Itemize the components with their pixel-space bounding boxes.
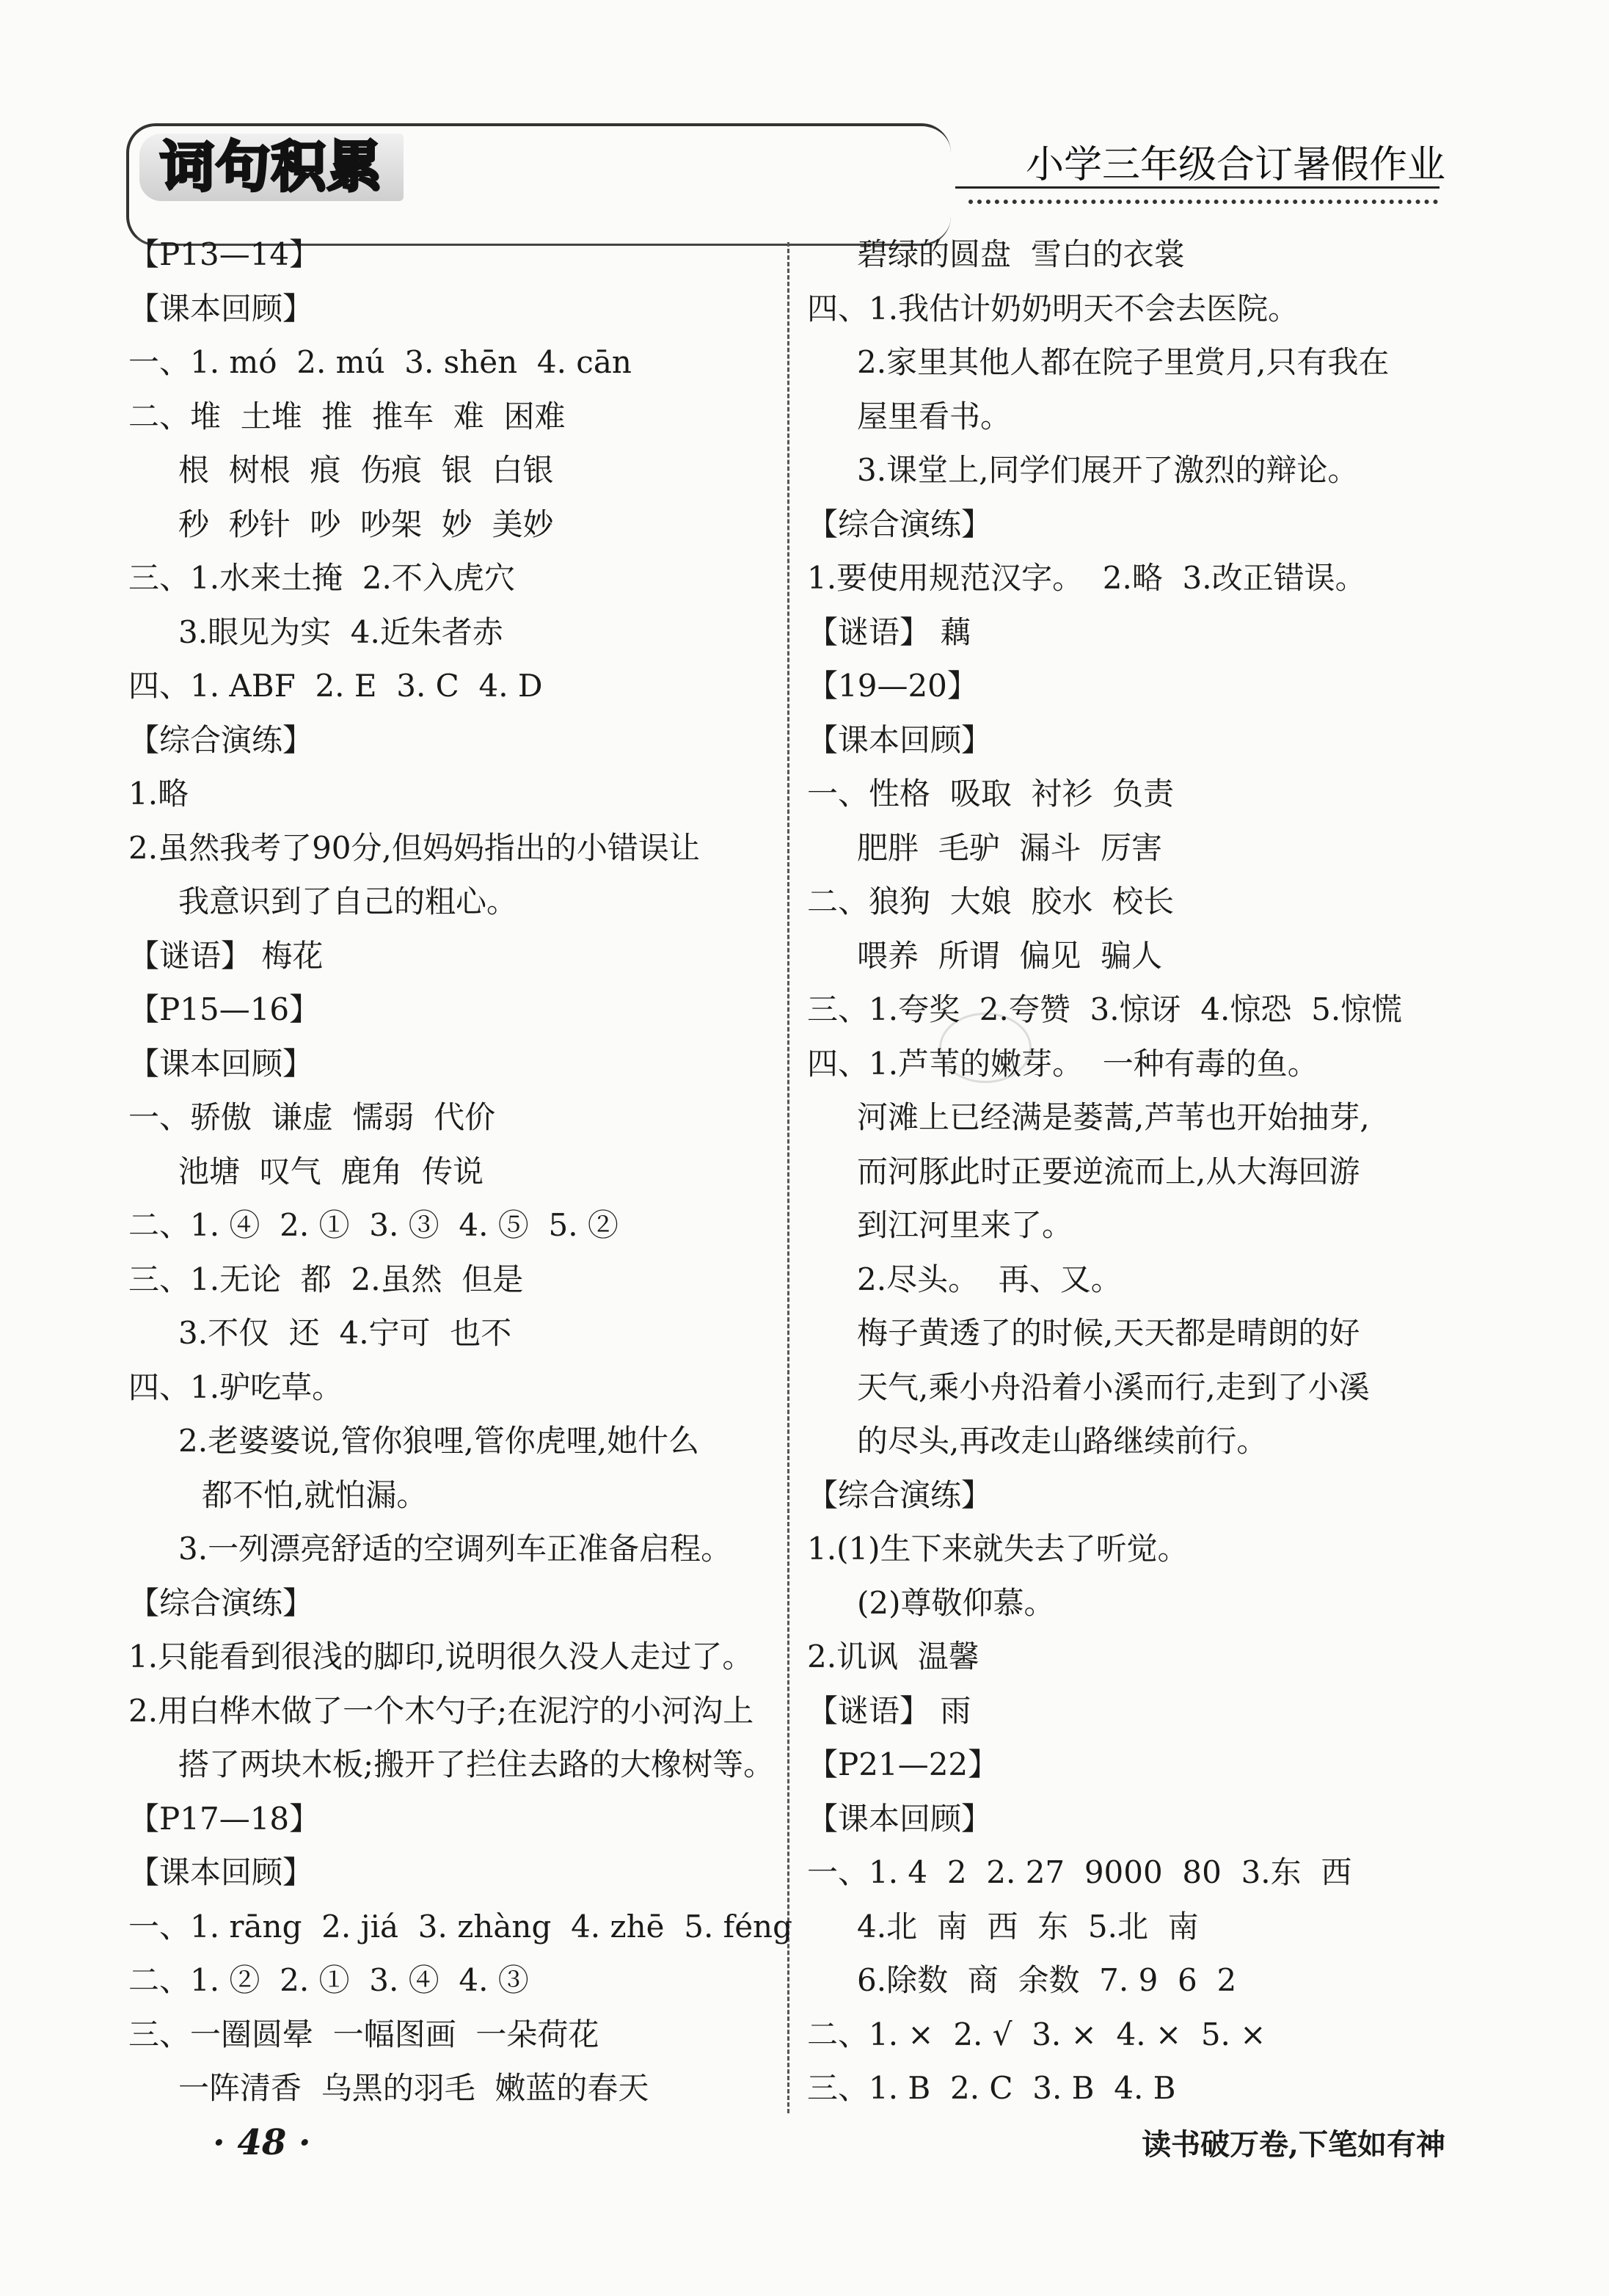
- answer-line: 1.要使用规范汉字。 2.略 3.改正错误。: [807, 560, 1366, 596]
- answer-line: 三、1. B 2. C 3. B 4. B: [807, 2070, 1176, 2106]
- answer-line: 二、1. ② 2. ① 3. ④ 4. ③: [128, 1962, 529, 1998]
- answer-line: 【课本回顾】: [128, 1045, 314, 1082]
- answer-line: 【P17—18】: [128, 1800, 321, 1837]
- answer-line: 【综合演练】: [128, 721, 314, 758]
- answer-line: 一、1. 4 2 2. 27 9000 80 3.东 西: [807, 1854, 1352, 1890]
- answer-line: 四、1.芦苇的嫩芽。 一种有毒的鱼。: [807, 1045, 1318, 1082]
- answer-line: 1.(1)生下来就失去了听觉。: [807, 1531, 1189, 1567]
- answer-line: 三、1.水来土掩 2.不入虎穴: [128, 560, 515, 596]
- answer-line: 二、堆 土堆 推 推车 难 困难: [128, 398, 566, 434]
- answer-line: 【课本回顾】: [128, 290, 314, 327]
- answer-line: 2.家里其他人都在院子里赏月,只有我在: [857, 344, 1390, 380]
- answer-line: 2.用白桦木做了一个木勺子;在泥泞的小河沟上: [128, 1692, 754, 1729]
- header-underline: [955, 186, 1440, 189]
- answer-line: 河滩上已经满是蒌蒿,芦苇也开始抽芽,: [857, 1099, 1370, 1135]
- answer-line: 到江河里来了。: [857, 1207, 1073, 1243]
- answer-line: 根 树根 痕 伤痕 银 白银: [178, 452, 554, 488]
- answer-line: 1.只能看到很浅的脚印,说明很久没人走过了。: [128, 1639, 754, 1674]
- series-title: 小学三年级合订暑假作业: [1025, 143, 1445, 187]
- answer-line: 肥胖 毛驴 漏斗 厉害: [857, 829, 1163, 866]
- answer-line: 2.虽然我考了90分,但妈妈指出的小错误让: [128, 829, 700, 866]
- answer-line: 2.尽头。 再、又。: [857, 1261, 1122, 1297]
- answer-line: 4.北 南 西 东 5.北 南: [857, 1908, 1199, 1945]
- answer-line: 碧绿的圆盘 雪白的衣裳: [857, 236, 1185, 272]
- answer-line: 2.讥讽 温馨: [807, 1639, 979, 1674]
- answer-line: 秒 秒针 吵 吵架 妙 美妙: [178, 506, 554, 542]
- section-title: 词句积累: [139, 134, 404, 201]
- answer-line: 我意识到了自己的粗心。: [178, 883, 518, 919]
- answer-line: 喂养 所谓 偏见 骗人: [857, 937, 1163, 974]
- faint-stamp-mark: [939, 1013, 1032, 1083]
- answer-line: 屋里看书。: [857, 398, 1012, 434]
- answer-line: 一、性格 吸取 衬衫 负责: [807, 776, 1175, 812]
- answer-line: 一阵清香 乌黑的羽毛 嫩蓝的春天: [178, 2070, 649, 2106]
- answer-line: 四、1.驴吃草。: [128, 1369, 343, 1405]
- answer-line: 1.略: [128, 776, 189, 812]
- footer-motto: 读书破万卷,下笔如有神: [1142, 2127, 1445, 2162]
- answer-line: 【课本回顾】: [807, 1800, 993, 1837]
- answer-line: 一、1. rāng 2. jiá 3. zhàng 4. zhē 5. féng: [128, 1908, 792, 1945]
- answer-line: 【课本回顾】: [807, 721, 993, 758]
- answer-line: 【综合演练】: [807, 506, 993, 542]
- answer-line: 3.不仅 还 4.宁可 也不: [178, 1315, 512, 1351]
- answer-line: 【P15—16】: [128, 991, 321, 1027]
- answer-line: 【谜语】 梅花: [128, 937, 324, 974]
- answer-line: 3.眼见为实 4.近朱者赤: [178, 613, 503, 650]
- answer-line: 梅子黄透了的时候,天天都是晴朗的好: [857, 1315, 1360, 1351]
- answer-line: 【P13—14】: [128, 236, 321, 272]
- answer-line: (2)尊敬仰慕。: [857, 1584, 1055, 1621]
- answer-line: 3.课堂上,同学们展开了激烈的辩论。: [857, 452, 1359, 488]
- left-column: [128, 227, 792, 2115]
- answer-line: 【综合演练】: [128, 1584, 314, 1621]
- answer-line: 3.一列漂亮舒适的空调列车正准备启程。: [178, 1531, 732, 1567]
- header-dotted-rule: [968, 200, 1438, 204]
- answer-line: 三、1.夸奖 2.夸赞 3.惊讶 4.惊恐 5.惊慌: [807, 991, 1403, 1027]
- answer-line: 而河豚此时正要逆流而上,从大海回游: [857, 1153, 1360, 1189]
- answer-line: 三、1.无论 都 2.虽然 但是: [128, 1261, 524, 1297]
- answer-line: 天气,乘小舟沿着小溪而行,走到了小溪: [857, 1369, 1370, 1405]
- answer-line: 三、一圈圆晕 一幅图画 一朵荷花: [128, 2016, 599, 2052]
- answer-line: 【19—20】: [807, 668, 978, 704]
- answer-line: 池塘 叹气 鹿角 传说: [178, 1153, 484, 1189]
- answer-line: 【课本回顾】: [128, 1854, 314, 1890]
- answer-line: 6.除数 商 余数 7. 9 6 2: [857, 1962, 1237, 1998]
- answer-line: 都不怕,就怕漏。: [202, 1476, 428, 1513]
- page-number: · 48 ·: [213, 2122, 311, 2163]
- answer-line: 【谜语】 雨: [807, 1692, 971, 1729]
- answer-line: 【综合演练】: [807, 1476, 993, 1513]
- answer-line: 搭了两块木板;搬开了拦住去路的大橡树等。: [178, 1746, 775, 1782]
- answer-line: 四、1. ABF 2. E 3. C 4. D: [128, 668, 543, 704]
- right-column: [807, 227, 1467, 2115]
- answer-line: 二、1. × 2. √ 3. × 4. × 5. ×: [807, 2016, 1266, 2052]
- answer-line: 一、1. mó 2. mú 3. shēn 4. cān: [128, 344, 632, 380]
- answer-line: 二、狼狗 大娘 胶水 校长: [807, 883, 1175, 919]
- answer-line: 2.老婆婆说,管你狼哩,管你虎哩,她什么: [178, 1423, 700, 1459]
- answer-line: 一、骄傲 谦虚 懦弱 代价: [128, 1099, 496, 1135]
- answer-line: 【P21—22】: [807, 1746, 999, 1782]
- answer-line: 四、1.我估计奶奶明天不会去医院。: [807, 290, 1299, 327]
- answer-line: 的尽头,再改走山路继续前行。: [857, 1423, 1268, 1459]
- answer-line: 【谜语】 藕: [807, 613, 971, 650]
- answer-line: 二、1. ④ 2. ① 3. ③ 4. ⑤ 5. ②: [128, 1207, 619, 1243]
